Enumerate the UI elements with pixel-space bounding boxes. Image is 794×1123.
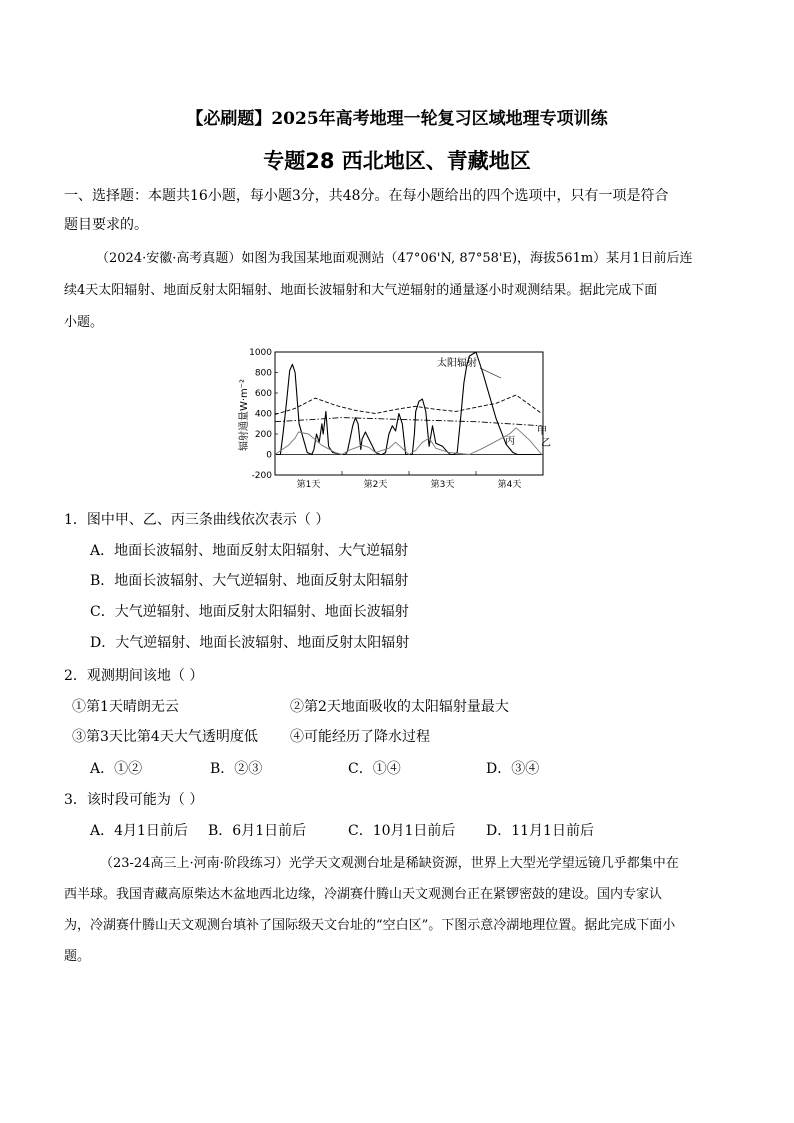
q3-option-c: C．10月1日前后 <box>348 823 456 839</box>
section-intro-line1: 一、选择题：本题共16小题，每小题3分，共48分。在每小题给出的四个选项中，只有一项是符合 <box>64 188 669 204</box>
q2-option-a: A．①② <box>90 761 143 777</box>
q1-option-b: B．地面长波辐射、大气逆辐射、地面反射太阳辐射 <box>90 573 409 589</box>
y-axis-ticks <box>249 348 278 481</box>
q1-option-c: C．大气逆辐射、地面反射太阳辐射、地面长波辐射 <box>90 604 409 620</box>
page-subtitle: 专题28 西北地区、青藏地区 <box>263 149 531 173</box>
q2-statement-2: ②第2天地面吸收的太阳辐射量最大 <box>290 699 509 715</box>
q1-option-a: A．地面长波辐射、地面反射太阳辐射、大气逆辐射 <box>90 543 409 559</box>
plot-frame <box>275 352 543 475</box>
x-tick-label: 第4天 <box>497 480 522 490</box>
q1-stem: 1．图中甲、乙、丙三条曲线依次表示（ ） <box>64 512 330 528</box>
annotation-yi: 乙 <box>541 438 551 449</box>
plot-area <box>275 352 543 475</box>
y-axis-label: 辐射通量W·m⁻² <box>239 378 250 452</box>
x-tick-label: 第2天 <box>363 480 388 490</box>
q3-option-b: B．6月1日前后 <box>208 823 307 839</box>
radiation-chart <box>235 340 565 490</box>
x-tick-label: 第3天 <box>430 480 455 490</box>
passage2-line1: （23-24高三上·河南·阶段练习）光学天文观测台址是稀缺资源，世界上大型光学望远镜几乎都集中在 <box>100 856 679 871</box>
passage1-line3: 小题。 <box>64 315 104 330</box>
x-axis-ticks <box>297 471 522 490</box>
q2-option-d: D．③④ <box>486 761 540 777</box>
series-group <box>275 352 542 455</box>
annotation-bing: 丙 <box>505 436 515 447</box>
passage1-line2: 续4天太阳辐射、地面反射太阳辐射、地面长波辐射和大气逆辐射的通量逐小时观测结果。据此完成下面 <box>64 283 658 298</box>
section-intro-line2: 题目要求的。 <box>64 217 148 233</box>
q2-statement-1: ①第1天晴朗无云 <box>72 699 179 715</box>
q2-option-b: B．②③ <box>210 761 263 777</box>
annotation-jia: 甲 <box>537 426 547 437</box>
q2-stem: 2．观测期间该地（ ） <box>64 668 204 684</box>
q3-option-d: D．11月1日前后 <box>486 823 594 839</box>
q3-option-a: A．4月1日前后 <box>90 823 188 839</box>
passage1-line1: （2024·安徽·高考真题）如图为我国某地面观测站（47°06'N, 87°58'E)，海拔561m）某月1日前后连 <box>96 251 693 266</box>
q2-option-c: C．①④ <box>348 761 401 777</box>
passage2-line2: 西半球。我国青藏高原柴达木盆地西北边缘，冷湖赛什腾山天文观测台正在紧锣密鼓的建设。国内专家认 <box>64 887 663 902</box>
y-tick-label: 600 <box>254 389 272 399</box>
annotation-solar: 太阳辐射 <box>437 358 477 369</box>
y-tick-label: -200 <box>251 471 272 481</box>
series-line-1 <box>275 395 542 415</box>
q1-option-d: D．大气逆辐射、地面长波辐射、地面反射太阳辐射 <box>90 635 410 651</box>
passage2-line4: 题。 <box>64 949 91 964</box>
q3-stem: 3．该时段可能为（ ） <box>64 792 204 808</box>
y-tick-label: 200 <box>254 430 272 440</box>
q2-statement-3: ③第3天比第4天大气透明度低 <box>72 729 258 745</box>
q2-statement-4: ④可能经历了降水过程 <box>290 729 430 745</box>
y-tick-label: 400 <box>254 409 272 420</box>
series-line-2 <box>275 418 542 426</box>
passage2-line3: 为，冷湖赛什腾山天文观测台填补了国际级天文台址的“空白区”。下图示意冷湖地理位置。据此完成下面小 <box>64 918 676 933</box>
y-tick-label: 1000 <box>249 348 272 358</box>
page-title: 【必刷题】2025年高考地理一轮复习区域地理专项训练 <box>186 109 608 129</box>
y-tick-label: 0 <box>266 450 272 461</box>
x-tick-label: 第1天 <box>296 480 321 490</box>
y-tick-label: 800 <box>254 368 272 379</box>
